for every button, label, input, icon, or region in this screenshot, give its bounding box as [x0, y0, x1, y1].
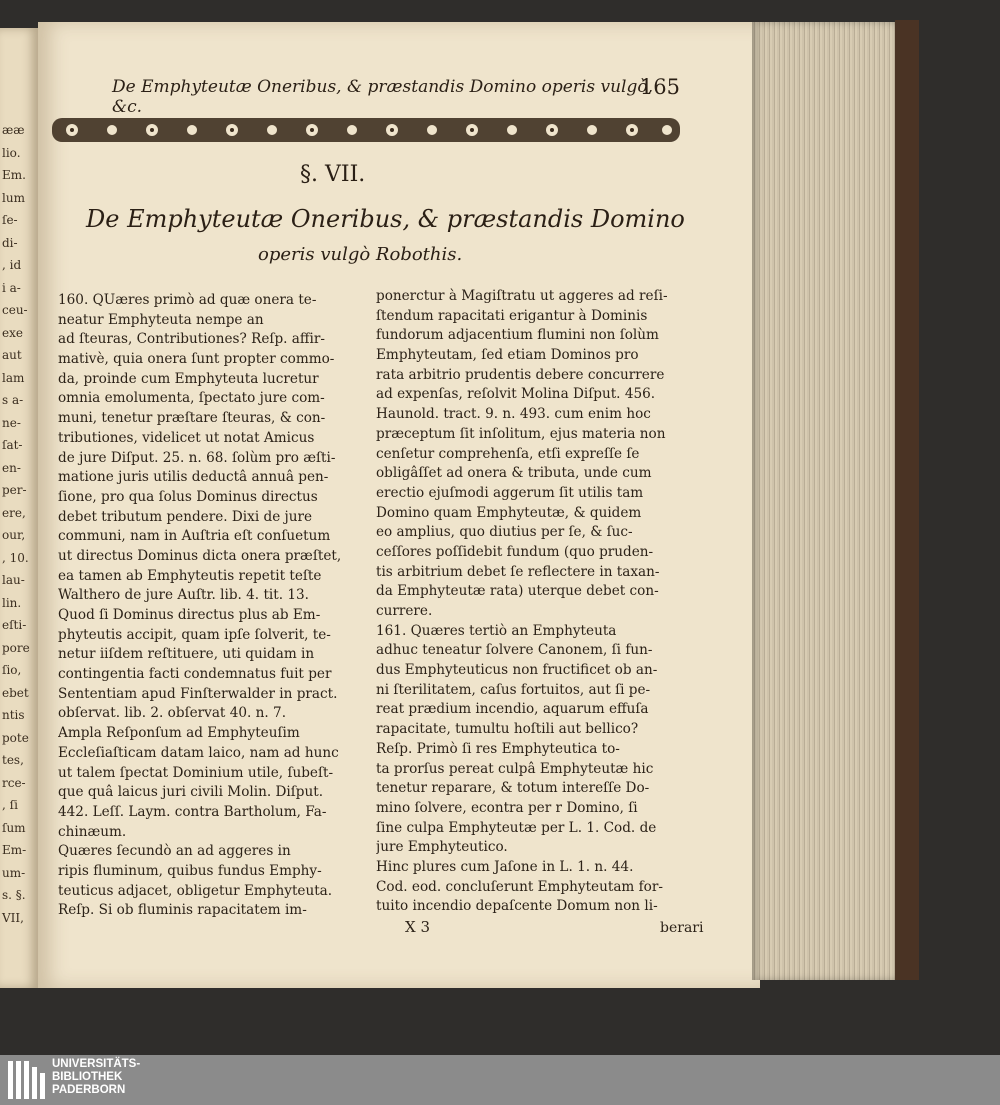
page-number: 165 [639, 75, 680, 99]
text-line: teuticus adjacet, obligetur Emphyteuta. [58, 882, 333, 899]
library-logo-text [52, 1058, 140, 1097]
left-page-fragment: ææ [2, 123, 25, 137]
text-line: Quæres ſecundò an ad aggeres in [58, 843, 291, 860]
left-page-fragment: ne- [2, 415, 21, 430]
text-line: muni, tenetur præſtare ſteuras, & con- [58, 410, 326, 427]
left-page-fragment: ſat- [2, 438, 23, 452]
text-line: da, proinde cum Emphyteuta lucretur [58, 370, 319, 387]
text-line: Hinc plures cum Jaſone in L. 1. n. 44. [376, 858, 634, 875]
text-line: dus Emphyteuticus non fructificet ob an- [376, 662, 658, 679]
library-footer [0, 1055, 1000, 1105]
text-line: ſione, pro qua ſolus Dominus directus [58, 488, 318, 505]
text-line: ad ſteuras, Contributiones? Reſp. affir- [58, 331, 325, 348]
left-page-fragment: ebet [2, 685, 29, 700]
text-line: fundorum adjacentium flumini non ſolùm [376, 327, 659, 344]
text-line: ut directus Dominus dicta onera præſtet, [58, 547, 342, 564]
left-page-fragment: s a- [2, 393, 24, 407]
text-line: netur iiſdem reſtituere, uti quidam in [58, 646, 315, 663]
text-line: reat prædium incendio, aquarum effuſa [376, 701, 649, 718]
left-page-fragment: rce- [2, 775, 26, 790]
text-line: 442. Leſſ. Laym. contra Bartholum, Fa- [58, 803, 327, 820]
text-line: Reſp. Primò ſi res Emphyteutica to- [376, 740, 620, 757]
logo-line2: BIBLIOTHEK [52, 1071, 123, 1083]
signature-mark: X 3 [405, 918, 430, 936]
text-line: omnia emolumenta, ſpectato jure com- [58, 390, 325, 407]
text-line: eo amplius, quo diutius per ſe, & ſuc- [376, 524, 633, 541]
library-logo-icon [8, 1061, 48, 1099]
text-line: communi, nam in Auſtria eſt conſuetum [58, 528, 331, 545]
left-page-fragment: ſe- [2, 213, 18, 227]
text-line: ta prorſus pereat culpâ Emphyteutæ hic [376, 760, 654, 777]
left-page-fragment: aut [2, 348, 22, 362]
left-page-fragment: lin. [2, 595, 22, 610]
left-page-fragment: um- [2, 865, 26, 880]
left-page-fragment: ere, [2, 505, 26, 520]
left-page-fragment: ceu- [2, 303, 28, 317]
text-line: Cod. eod. concluſerunt Emphyteutam for- [376, 878, 663, 895]
text-line: da Emphyteutæ rata) uterque debet con- [376, 583, 659, 600]
text-line: ceſſores poſſidebit fundum (quo pruden- [376, 543, 654, 560]
text-line: Ampla Reſponſum ad Emphyteuſim [58, 725, 300, 742]
text-line: ripis fluminum, quibus fundus Emphy- [58, 862, 322, 879]
page-edges [752, 22, 902, 980]
text-line: obligâſſet ad onera & tributa, unde cum [376, 465, 652, 482]
left-page-fragment: ſio, [2, 663, 22, 677]
left-page-edge [0, 28, 38, 988]
left-page-fragment: lau- [2, 573, 25, 587]
left-page-fragment: i a- [2, 280, 21, 295]
text-line: mino ſolvere, econtra per r Domino, ſi [376, 799, 638, 816]
chapter-heading-line2: operis vulgò Robothis. [258, 244, 463, 265]
ornament-band [52, 110, 680, 150]
left-page-fragment: di- [2, 235, 18, 250]
left-page-fragment: ſum [2, 820, 26, 835]
left-page-fragment: s. §. [2, 888, 26, 902]
text-column-right [376, 287, 698, 917]
left-page-fragment: VII, [2, 910, 24, 925]
text-line: ponerctur à Magiſtratu ut aggeres ad reſi- [376, 288, 668, 304]
text-line: matione juris utilis deductâ annuâ pen- [58, 469, 329, 486]
text-line: ad expenſas, reſolvit Molina Diſput. 456. [376, 386, 656, 403]
left-page-fragment: pore [2, 640, 30, 655]
text-line: tenetur reparare, & totum intereſſe Do- [376, 780, 650, 797]
running-head-title: De Emphyteutæ Oneribus, & præstandis Domino operis vulgò, &c. [112, 77, 653, 117]
left-page-fragment: lio. [2, 145, 21, 160]
text-line: rapacitate, tumultu hoſtili aut bellico? [376, 721, 639, 738]
text-line: Emphyteutam, ſed etiam Dominos pro [376, 347, 639, 364]
chapter-heading-line1: De Emphyteutæ Oneribus, & præstandis Domino [86, 205, 685, 233]
text-line: ea tamen ab Emphyteutis repetit teſte [58, 567, 322, 584]
text-line: phyteutis accipit, quam ipſe ſolverit, te- [58, 626, 331, 643]
text-line: Domino quam Emphyteutæ, & quidem [376, 504, 642, 521]
logo-line1: UNIVERSITÄTS- [52, 1058, 141, 1070]
text-line: obſervat. lib. 2. obſervat 40. n. 7. [58, 705, 287, 722]
left-page-fragment: pote [2, 730, 29, 745]
left-page-fragment: lum [2, 190, 25, 205]
text-line: contingentia facti condemnatus fuit per [58, 666, 332, 683]
text-line: que quâ laicus juri civili Molin. Diſput. [58, 784, 324, 801]
text-line: tis arbitrium debet ſe reflectere in taxan- [376, 563, 660, 580]
text-line: adhuc teneatur ſolvere Canonem, ſi fun- [376, 642, 653, 659]
left-page-fragment: , id [2, 258, 22, 272]
logo-line3: PADERBORN [52, 1084, 126, 1096]
left-page-fragment: per- [2, 483, 27, 497]
text-line: Reſp. Si ob fluminis rapacitatem im- [58, 902, 307, 919]
text-line: ut talem ſpectat Dominium utile, ſubeſt- [58, 764, 334, 781]
book-cover-edge [895, 20, 919, 980]
text-line: tuito incendio depaſcente Domum non li- [376, 898, 658, 915]
text-line: Haunold. tract. 9. n. 493. cum enim hoc [376, 406, 651, 423]
text-line: cenſetur comprehenſa, etſi expreſſe ſe [376, 445, 640, 462]
left-page-fragment: , 10. [2, 550, 29, 565]
left-page-fragment: Em. [2, 168, 26, 182]
left-page-fragment: ntis [2, 708, 25, 722]
text-line: debet tributum pendere. Dixi de jure [58, 508, 313, 525]
text-line: jure Emphyteutico. [376, 839, 508, 856]
text-line: ni ſterilitatem, caſus fortuitos, aut ſi pe- [376, 681, 651, 698]
text-line: Quod ſi Dominus directus plus ab Em- [58, 607, 321, 623]
left-page-fragment: exe [2, 325, 23, 340]
text-line: currere. [376, 603, 433, 619]
left-page-fragment: en- [2, 460, 21, 475]
left-page-fragment: tes, [2, 753, 24, 767]
text-line: tributiones, videlicet ut notat Amicus [58, 429, 315, 446]
left-page-fragment: lam [2, 370, 25, 385]
text-line: rata arbitrio prudentis debere concurrere [376, 366, 665, 383]
section-number: §. VII. [300, 162, 366, 187]
left-page-fragment: Em- [2, 843, 27, 857]
text-line: de jure Diſput. 25. n. 68. ſolùm pro æſti- [58, 449, 336, 466]
left-page-fragment: , ſi [2, 798, 18, 812]
text-line: ſine culpa Emphyteutæ per L. 1. Cod. de [376, 819, 657, 836]
text-line: 161. Quæres tertiò an Emphyteuta [376, 622, 617, 639]
left-page-fragment: our, [2, 528, 26, 542]
text-line: erectio ejuſmodi aggerum ſit utilis tam [376, 484, 644, 501]
text-line: chinæum. [58, 823, 127, 840]
text-line: 160. QUæres primò ad quæ onera te- [58, 292, 317, 308]
text-line: Walthero de jure Auſtr. lib. 4. tit. 13. [58, 587, 309, 604]
text-line: Sententiam apud Finſterwalder in pract. [58, 685, 338, 702]
catchword: berari [660, 920, 704, 936]
text-column-left [58, 291, 370, 921]
left-page-fragment: eſti- [2, 618, 27, 632]
text-line: præceptum ſit inſolitum, ejus materia non [376, 425, 666, 442]
text-line: neatur Emphyteuta nempe an [58, 311, 264, 328]
text-line: mativè, quia onera ſunt propter commo- [58, 351, 335, 368]
text-line: ſtendum rapacitati erigantur à Dominis [376, 307, 648, 324]
text-line: Eccleſiaſticam datam laico, nam ad hunc [58, 744, 339, 761]
